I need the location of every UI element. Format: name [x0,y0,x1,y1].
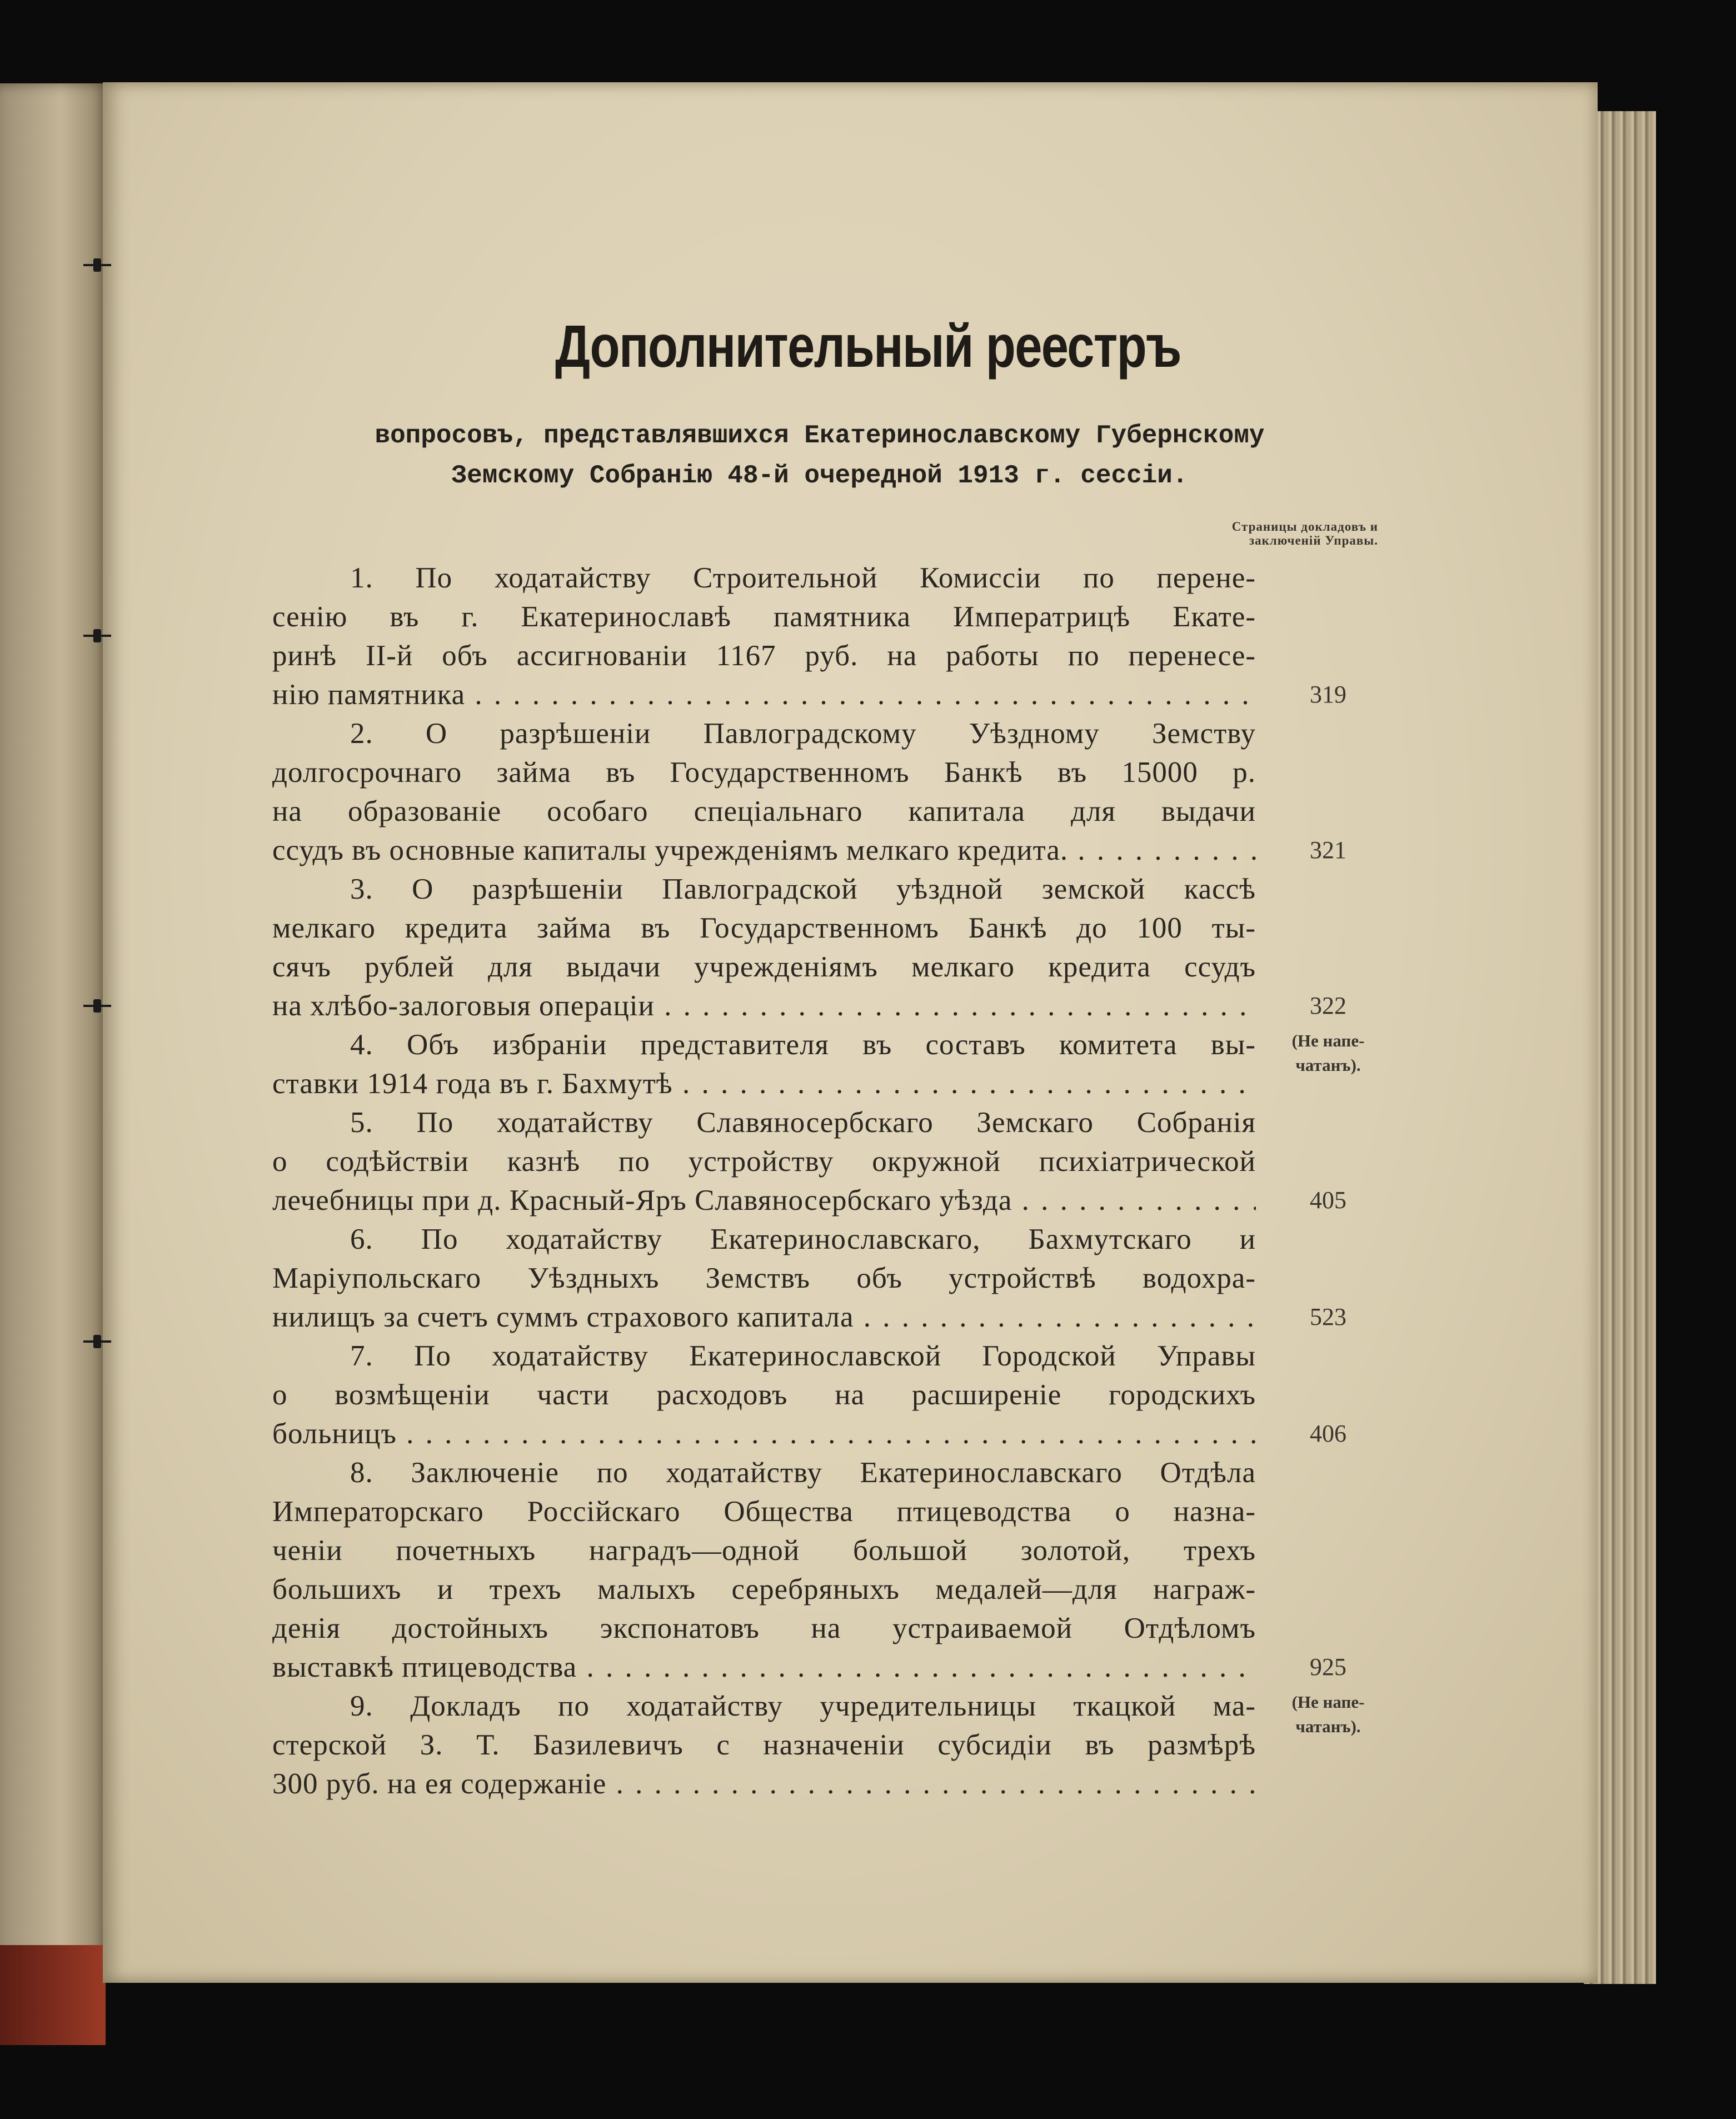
entry-text-line: ринѣ II-й объ ассигнованіи 1167 руб. на работы по перенесе- [272,640,1256,672]
pages-column-header: Страницы докладовъ и заключеній Управы. [1231,520,1378,547]
register-entry [272,1687,1256,1803]
register-entry [272,1025,1256,1103]
entry-text-line: лечебницы при д. Красный-Яръ Славяносербскаго уѣзда . . . [272,1181,1256,1220]
entry-text-line: мелкаго кредита займа въ Государственномъ Банкѣ до 100 ты- [272,912,1256,944]
entry-text-line: о содѣйствіи казнѣ по устройству окружной психіатрической [272,1145,1256,1178]
entry-page-number: 322 [1310,992,1346,1019]
entry-text-line: ссудъ въ основные капиталы учрежденіямъ мелкаго кредита. . . . [272,831,1256,870]
entry-text-line: долгосрочнаго займа въ Государственномъ Банкѣ въ 15000 р. [272,756,1256,789]
entry-text-line: денія достойныхъ экспонатовъ на устраиваемой Отдѣломъ [272,1612,1256,1644]
entry-page-number: 406 [1310,1420,1346,1447]
entry-text-line: 6. По ходатайству Екатеринославскаго, Бахмутскаго и [350,1223,1256,1255]
entry-text-line: 5. По ходатайству Славяносербскаго Земскаго Собранія [350,1106,1256,1139]
entry-text-line: 3. О разрѣшеніи Павлоградской уѣздной земской кассѣ [350,873,1256,905]
register-entry [272,1103,1256,1220]
entry-text-line: 7. По ходатайству Екатеринославской Городской Управы [350,1340,1256,1372]
entry-text-line: нилищъ за счетъ суммъ страхового капитала . . . [272,1298,1256,1337]
entry-page-number: 321 [1310,836,1346,864]
register-entry [272,1453,1256,1687]
register-entry [272,714,1256,870]
entry-text-line: ченіи почетныхъ наградъ—одной большой золотой, трехъ [272,1534,1256,1567]
entry-text-line: выставкѣ птицеводства . . . [272,1648,1256,1687]
entry-text-line: Маріупольскаго Уѣздныхъ Земствъ объ устройствѣ водохра- [272,1262,1256,1294]
subtitle-line-2: Земскому Собранію 48-й очередной 1913 г. сессіи. [451,461,1188,490]
entry-text-line: 4. Объ избраніи представителя въ составъ комитета вы- [350,1029,1256,1061]
entry-text-line: сенію въ г. Екатеринославѣ памятника Императрицѣ Екате- [272,601,1256,633]
entry-text-line: 2. О разрѣшеніи Павлоградскому Уѣздному Земству [350,717,1256,750]
entry-text-line: 1. По ходатайству Строительной Комиссіи по перене- [350,562,1256,594]
entry-text-line: нію памятника . . . [272,675,1256,714]
register-entry [272,1220,1256,1337]
entry-page-number: 523 [1310,1303,1346,1330]
entry-page-number: (Не напе- чатанъ). [1291,1692,1365,1736]
entry-text-line: больницъ . . . [272,1414,1256,1453]
entry-text-line: стерской З. Т. Базилевичъ с назначеніи субсидіи въ размѣрѣ [272,1729,1256,1761]
register-entry [272,1337,1256,1453]
entry-text-line: сячъ рублей для выдачи учрежденіямъ мелкаго кредита ссудъ [272,951,1256,983]
entry-text-line: 8. Заключеніе по ходатайству Екатеринославскаго Отдѣла [350,1457,1256,1489]
subtitle-line-1: вопросовъ, представлявшихся Екатеринославскому Губернскому [375,421,1265,450]
entry-text-line: о возмѣщеніи части расходовъ на расширеніе городскихъ [272,1379,1256,1411]
entry-page-number: 925 [1310,1653,1346,1681]
entry-page-number: (Не напе- чатанъ). [1291,1031,1365,1075]
entry-text-line: Императорскаго Россійскаго Общества птицеводства о назна- [272,1495,1256,1528]
entry-text-line: на образованіе особаго спеціальнаго капитала для выдачи [272,795,1256,827]
entry-page-number: 405 [1310,1186,1346,1214]
entry-text-line: ставки 1914 года въ г. Бахмутѣ . . . [272,1064,1256,1103]
entry-text-line: 300 руб. на ея содержаніе . . . [272,1764,1256,1803]
entry-text-line: большихъ и трехъ малыхъ серебряныхъ медалей—для награж- [272,1573,1256,1606]
document-title: Дополнительный реестръ [555,312,1181,380]
register-entry [272,559,1256,714]
entry-text-line: 9. Докладъ по ходатайству учредительницы ткацкой ма- [350,1690,1256,1722]
register-entry [272,870,1256,1025]
entry-page-number: 319 [1310,681,1346,708]
entry-text-line: на хлѣбо-залоговыя операціи . . . [272,986,1256,1025]
